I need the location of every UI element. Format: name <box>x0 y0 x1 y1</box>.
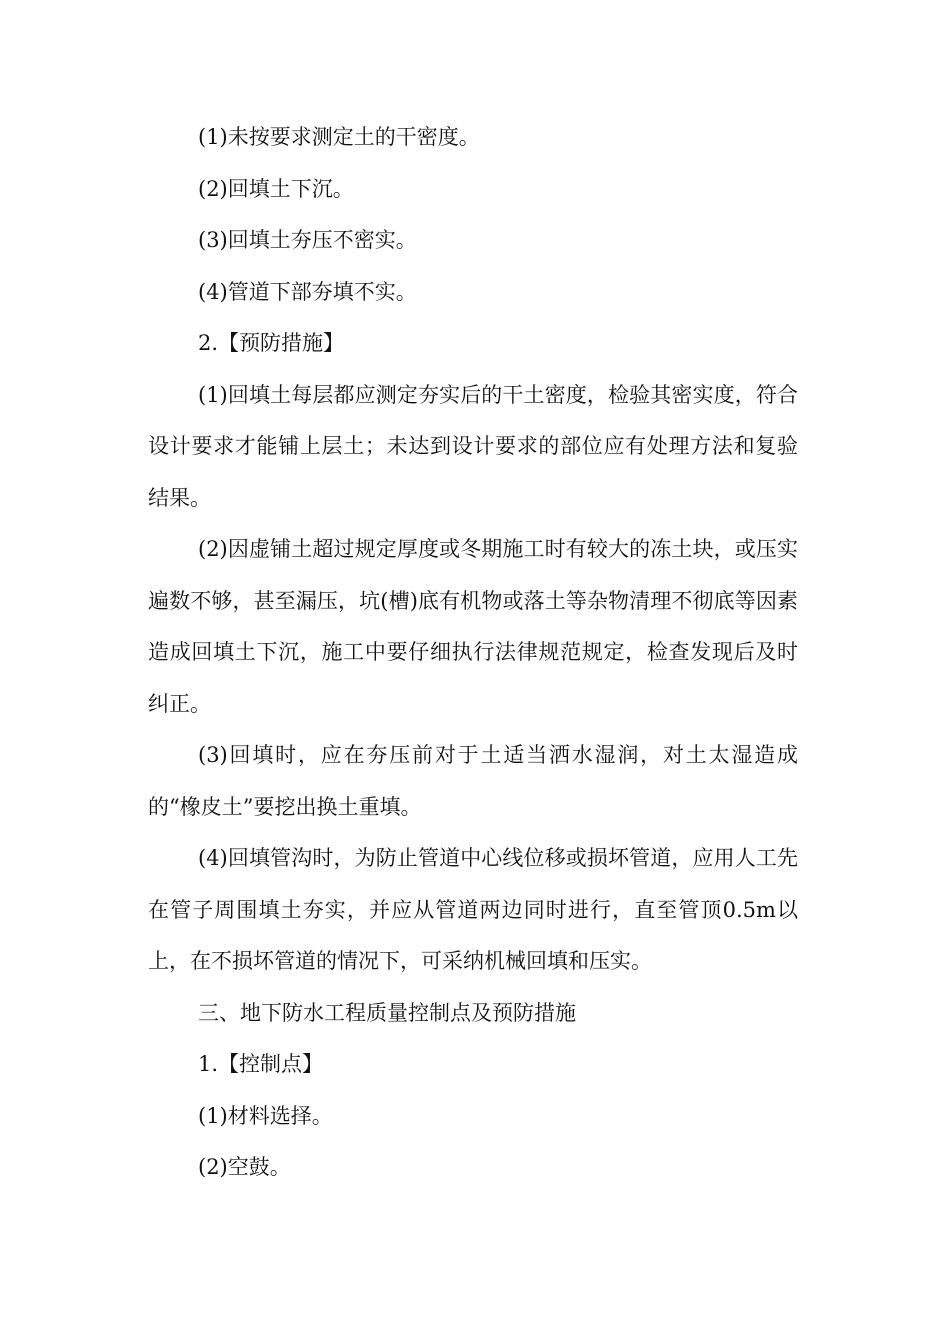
measure-paragraph-3: (3)回填时，应在夯压前对于土适当洒水湿润，对土太湿造成的“橡皮土”要挖出换土重填。 <box>148 743 798 819</box>
section-heading-prevention-measures: 2.【预防措施】 <box>198 331 345 355</box>
measure-paragraph-1: (1)回填土每层都应测定夯实后的干土密度，检验其密实度，符合设计要求才能铺上层土；未达到设计要求的部位应有处理方法和复验结果。 <box>148 382 798 510</box>
item-backfill-not-compact: (3)回填土夯压不密实。 <box>198 228 417 252</box>
item-hollowing: (2)空鼓。 <box>198 1155 291 1179</box>
item-material-selection: (1)材料选择。 <box>198 1103 333 1128</box>
measure-paragraph-2: (2)因虚铺土超过规定厚度或冬期施工时有较大的冻土块，或压实遍数不够，甚至漏压，坑(槽)底有机物或落土等杂物清理不彻底等因素造成回填土下沉，施工中要仔细执行法律规范规定，检查发现后及时纠正。 <box>148 537 798 716</box>
item-pipe-bottom-not-compact: (4)管道下部夯填不实。 <box>198 279 417 304</box>
section-heading-control-points: 1.【控制点】 <box>198 1052 324 1076</box>
item-backfill-settlement: (2)回填土下沉。 <box>198 176 354 201</box>
chapter-heading-waterproofing: 三、地下防水工程质量控制点及预防措施 <box>198 1000 576 1025</box>
measure-paragraph-4: (4)回填管沟时，为防止管道中心线位移或损坏管道，应用人工先在管子周围填土夯实，并应从管道两边同时进行，直至管顶0.5m以上，在不损坏管道的情况下，可采纳机械回填和压实。 <box>148 846 798 973</box>
document-body <box>148 112 798 1194</box>
item-dry-density-not-measured: (1)未按要求测定土的干密度。 <box>198 125 480 149</box>
